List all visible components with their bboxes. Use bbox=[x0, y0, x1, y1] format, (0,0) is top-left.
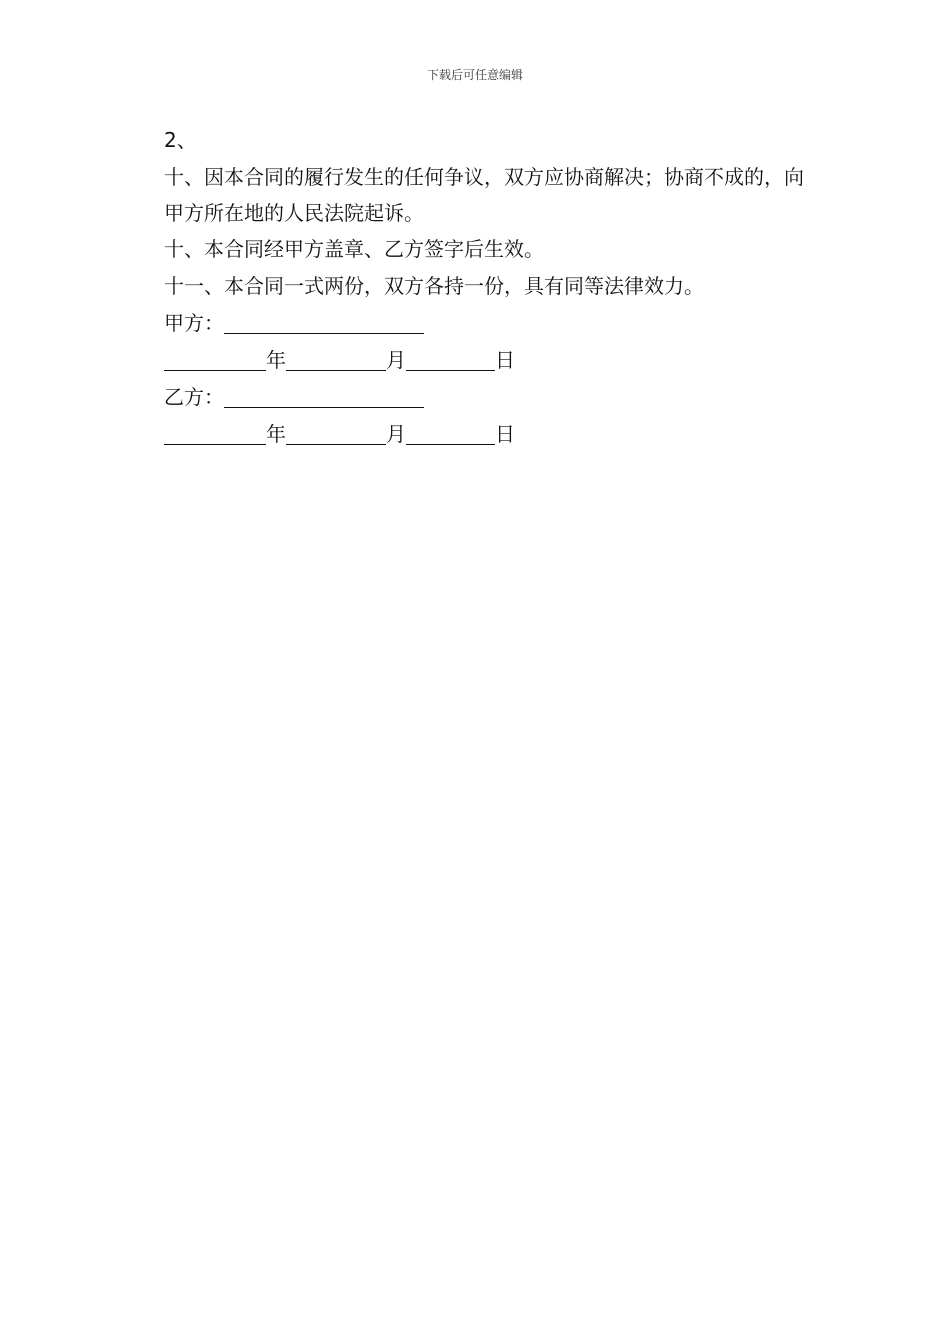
party-a-blank bbox=[224, 311, 424, 334]
month-label: 月 bbox=[386, 422, 406, 446]
clause-dispute: 十、因本合同的履行发生的任何争议，双方应协商解决；协商不成的，向甲方所在地的人民法院起诉。 bbox=[164, 165, 804, 225]
page-header-note: 下载后可任意编辑 bbox=[426, 68, 523, 82]
party-b-label: 乙方： bbox=[164, 385, 224, 409]
year-label: 年 bbox=[266, 348, 286, 372]
month-label: 月 bbox=[386, 348, 406, 372]
party-a-day-blank bbox=[406, 348, 495, 371]
day-label: 日 bbox=[495, 422, 515, 446]
party-a-label: 甲方： bbox=[164, 311, 224, 335]
party-a-row bbox=[143, 305, 813, 342]
clause-item-2: 2、 bbox=[164, 128, 197, 152]
party-b-row bbox=[143, 379, 813, 416]
party-b-day-blank bbox=[406, 422, 495, 445]
document-body bbox=[143, 122, 813, 453]
clause-effect: 十、本合同经甲方盖章、乙方签字后生效。 bbox=[164, 237, 544, 261]
year-label: 年 bbox=[266, 422, 286, 446]
party-a-year-blank bbox=[164, 348, 266, 371]
party-b-blank bbox=[224, 385, 424, 408]
party-b-year-blank bbox=[164, 422, 266, 445]
party-a-date-row bbox=[143, 342, 813, 379]
party-b-month-blank bbox=[286, 422, 386, 445]
day-label: 日 bbox=[495, 348, 515, 372]
clause-copies: 十一、本合同一式两份，双方各持一份，具有同等法律效力。 bbox=[164, 274, 704, 298]
party-b-date-row bbox=[143, 416, 813, 453]
party-a-month-blank bbox=[286, 348, 386, 371]
